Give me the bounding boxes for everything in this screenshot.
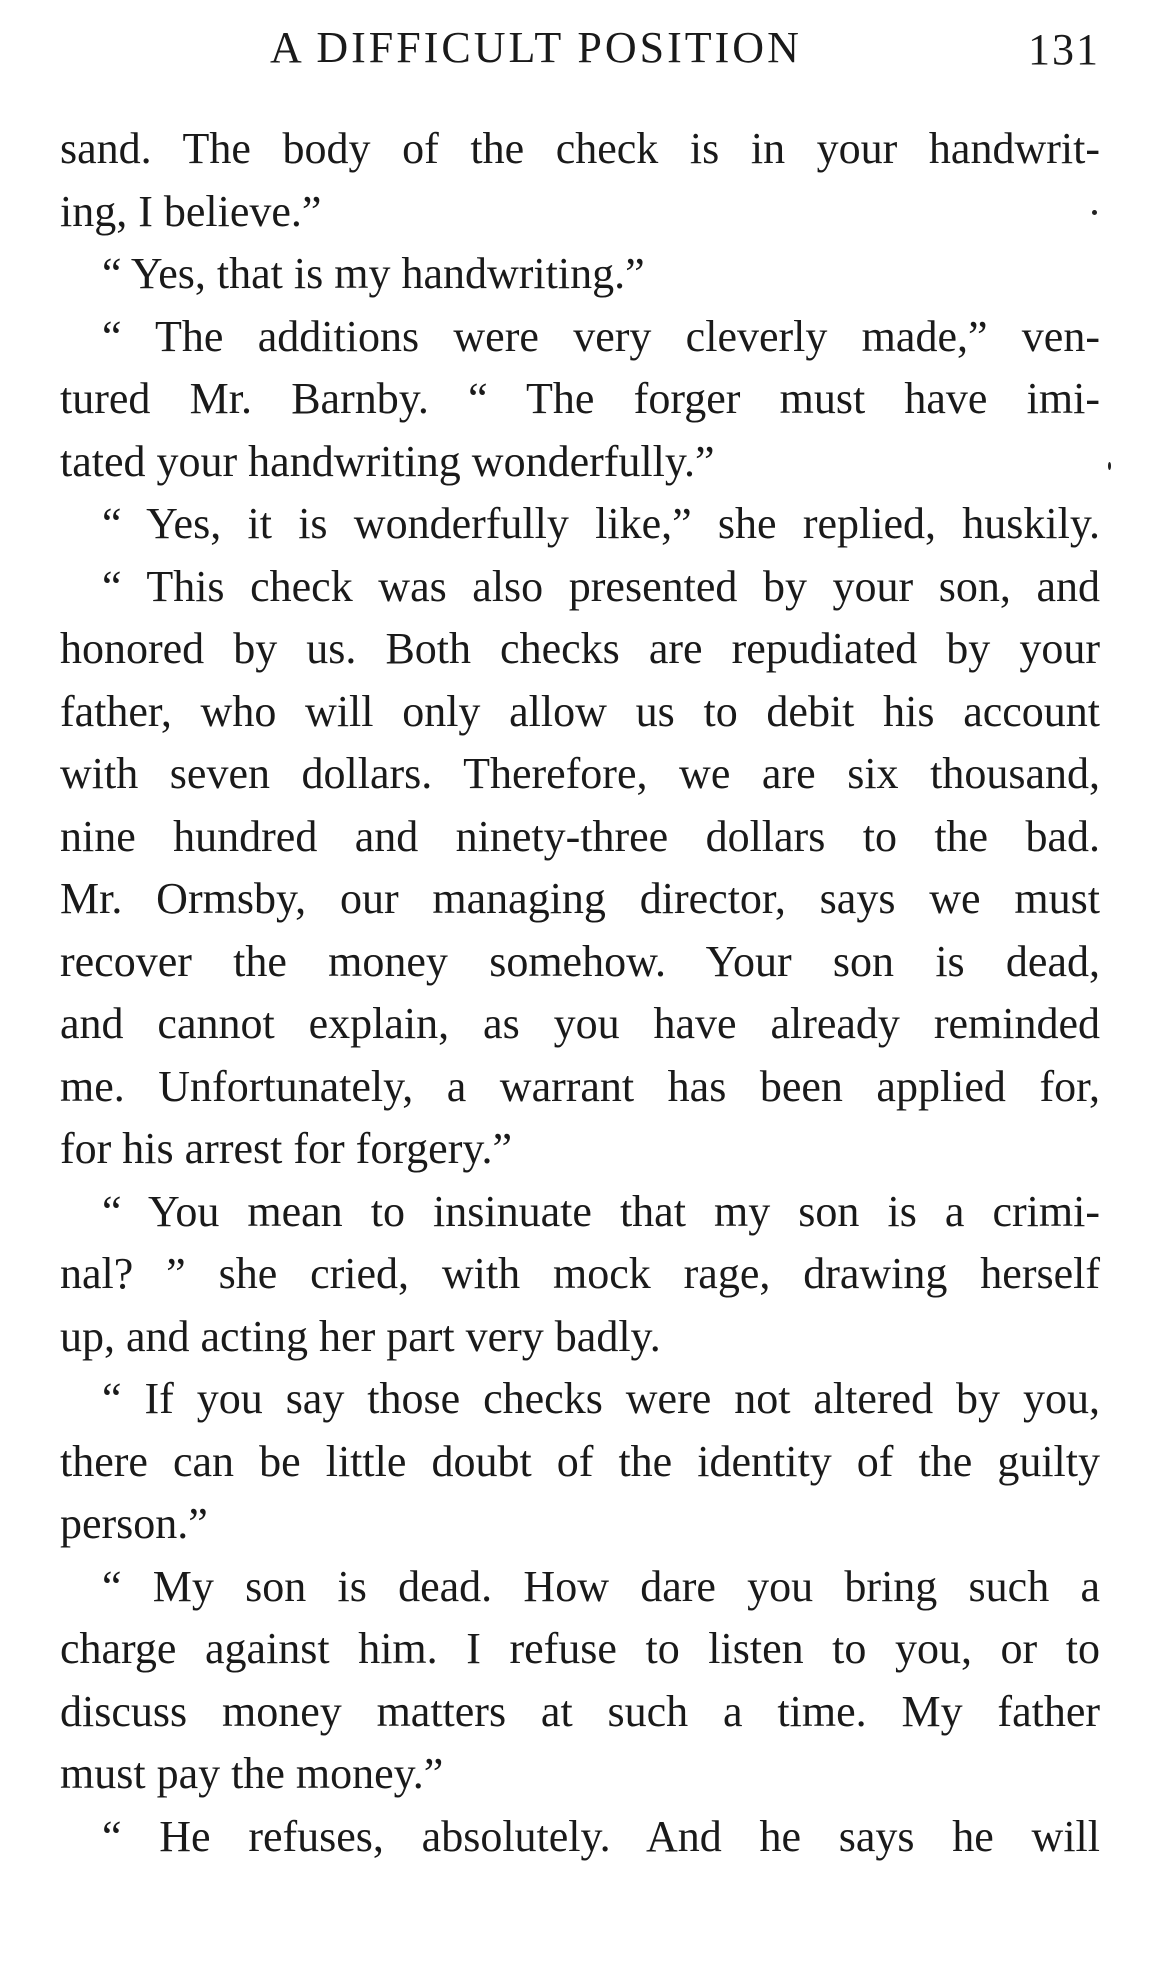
text-line: sand. The body of the check is in your handwrit- [60,124,1100,173]
text-line: and cannot explain, as you have already reminded [60,999,1100,1048]
ink-speck [1092,210,1097,215]
page-number: 131 [1028,25,1100,74]
text-line: person.” [60,1499,208,1548]
text-line: “ If you say those checks were not altered by you, [102,1374,1100,1423]
text-line: ing, I believe.” [60,186,322,236]
body-text [60,118,1100,1868]
text-line: nal? ” she cried, with mock rage, drawing herself [60,1249,1100,1298]
text-line: “ The additions were very cleverly made,” ven- [102,311,1100,361]
text-line: “ He refuses, absolutely. And he says he will [102,1811,1100,1861]
text-line: up, and acting her part very badly. [60,1311,661,1361]
text-line: tated your handwriting wonderfully.” [60,436,715,486]
text-line: recover the money somehow. Your son is dead, [60,936,1100,986]
text-line: “ Yes, that is my handwriting.” [102,249,645,298]
text-line: “ You mean to insinuate that my son is a crimi- [102,1186,1100,1236]
page-header [60,22,1100,82]
text-line: nine hundred and ninety-three dollars to the bad. [60,811,1100,861]
ink-speck [1108,462,1111,470]
text-line: there can be little doubt of the identity of the guilty [60,1436,1100,1486]
text-line: charge against him. I refuse to listen to you, or to [60,1624,1100,1673]
text-line: “ My son is dead. How dare you bring such a [102,1561,1100,1611]
text-line: Mr. Ormsby, our managing director, says we must [60,874,1100,923]
text-line: must pay the money.” [60,1749,444,1798]
text-line: me. Unfortunately, a warrant has been applied for, [60,1061,1100,1111]
text-line: “ Yes, it is wonderfully like,” she replied, huskily. [102,499,1100,548]
text-line: tured Mr. Barnby. “ The forger must have imi- [60,374,1100,423]
text-line: honored by us. Both checks are repudiated by your [60,624,1100,673]
text-line: father, who will only allow us to debit his account [60,686,1100,736]
text-line: with seven dollars. Therefore, we are six thousand, [60,749,1100,798]
running-title: A DIFFICULT POSITION [270,23,802,72]
text-line: “ This check was also presented by your son, and [102,561,1100,611]
text-line: discuss money matters at such a time. My father [60,1686,1100,1736]
text-line: for his arrest for forgery.” [60,1124,513,1173]
